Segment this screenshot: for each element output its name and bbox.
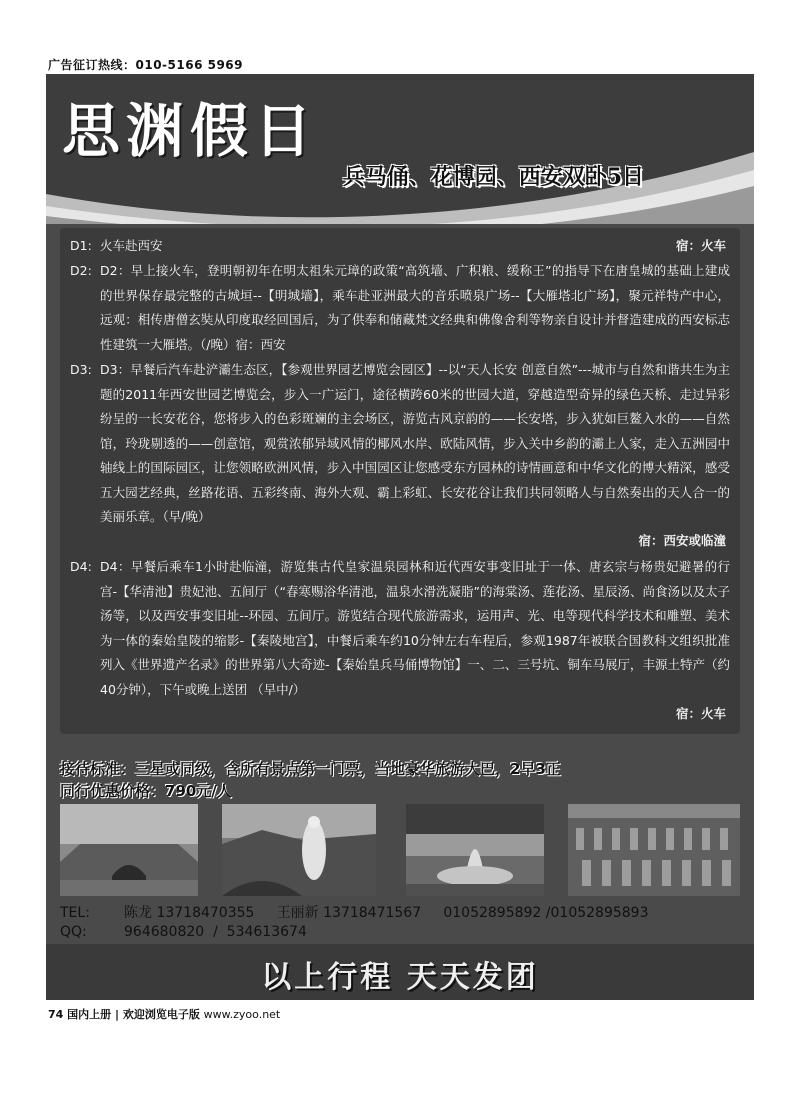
tel-numbers: 陈龙 13718470355 王丽新 13718471567 01052895892 /01052895893 — [124, 905, 649, 921]
price: 同行优惠价格：790元/人 — [60, 782, 232, 800]
day-tag: D3: — [70, 362, 92, 377]
page-number-text: 74 国内上册 | 欢迎浏览电子版 — [48, 1008, 200, 1021]
banner — [46, 74, 754, 224]
day-4 — [70, 555, 730, 721]
fountain-photo — [406, 804, 544, 896]
contact-tel — [60, 902, 649, 922]
day-stay: 宿：西安或临潼 — [638, 533, 726, 548]
city-wall-photo — [60, 804, 198, 896]
day-text: D3：早餐后汽车赴浐灞生态区，【参观世界园艺博览会园区】--以“天人长安 创意自然”---城市与自然和谐共生为主题的2011年西安世园艺博览会，步入一广运门，途径横跨60米的世园大道，穿越造型奇异的绿色天桥、走过异彩纷呈的一长安花谷，您将步入的色彩斑斓的主会场区，游览古风京韵的——长安塔，步入犹如巨鳌入水的——自然馆，玲珑剔透的——创意馆，观赏浓郁异域风情的椰风水岸、欧陆风情，步入关中乡韵的灞上人家，走入五洲园中轴线上的国际园区，让您领略欧洲风情，步入中国园区让您感受东方园林的诗情画意和中华文化的博大精深，感受五大园艺经典，丝路花语、五彩终南、海外大观、霸上彩虹、长安花谷让我们共同领略人与自然奏出的天人合一的美丽乐章。（早/晚） — [100, 362, 730, 524]
page-footer — [48, 1006, 280, 1022]
day-tag: D1: — [70, 238, 92, 253]
day-text: 火车赴西安 — [100, 238, 163, 253]
day-stay: 宿：火车 — [675, 238, 726, 253]
day-1 — [70, 234, 730, 259]
qq-numbers: 964680820 / 534613674 — [124, 924, 307, 940]
day-tag: D2: — [70, 263, 92, 278]
day-3 — [70, 358, 730, 548]
itinerary-panel — [60, 228, 740, 734]
day-text: D2：早上接火车，登明朝初年在明太祖朱元璋的政策“高筑墙、广积粮、缓称王”的指导下在唐皇城的基础上建成的世界保存最完整的古城垣--【明城墙】，乘车赴亚洲最大的音乐喷泉广场--【大雁塔北广场】，聚元祥特产中心，远观：相传唐僧玄奘从印度取经回国后，为了供奉和储藏梵文经典和佛像舍利等物亲自设计并督造建成的西安标志性建筑一大雁塔。（/晚）宿：西安 — [100, 263, 730, 352]
day-2 — [70, 259, 730, 357]
photo-strip — [60, 804, 740, 896]
day-tag: D4: — [70, 559, 92, 574]
slogan: 以上行程 天天发团 — [261, 960, 539, 995]
brand-title: 思渊假日 — [62, 97, 319, 165]
day-text: D4：早餐后乘车1小时赴临潼，游览集古代皇家温泉园林和近代西安事变旧址于一体、唐玄宗与杨贵妃避暑的行宫-【华清池】贵妃池、五间厅（“春寒赐浴华清池，温泉水滑洗凝脂”的海棠汤、莲花汤、星辰汤、尚食汤以及太子汤等，以及西安事变旧址--环园、五间厅。游览结合现代旅游需求，运用声、光、电等现代科学技术和雕塑、美术为一体的秦始皇陵的缩影-【秦陵地宫】，中餐后乘车约10分钟左右车程后，参观1987年被联合国教科文组织批准列入《世界遗产名录》的世界第八大奇迹-【秦始皇兵马俑博物馆】一、二、三号坑、铜车马展厅，丰源土特产（约40分钟），下午或晚上送团 （早中/） — [100, 559, 730, 697]
tel-label: TEL: — [60, 905, 90, 921]
qq-label: QQ: — [60, 924, 87, 940]
service-standard: 接待标准：三星或同级，含所有景点第一门票，当地豪华旅游大巴，2早3正 — [60, 760, 561, 778]
website-link[interactable]: www.zyoo.net — [203, 1008, 281, 1021]
tour-subtitle: 兵马俑、花博园、西安双卧5日 — [342, 164, 644, 190]
day-stay: 宿：火车 — [675, 706, 726, 721]
contact-qq — [60, 924, 307, 940]
slogan-band — [46, 944, 754, 1000]
huaqing-pool-photo — [222, 804, 376, 896]
ad-hotline: 广告征订热线：010-5166 5969 — [48, 58, 244, 72]
terracotta-army-photo — [568, 804, 740, 896]
